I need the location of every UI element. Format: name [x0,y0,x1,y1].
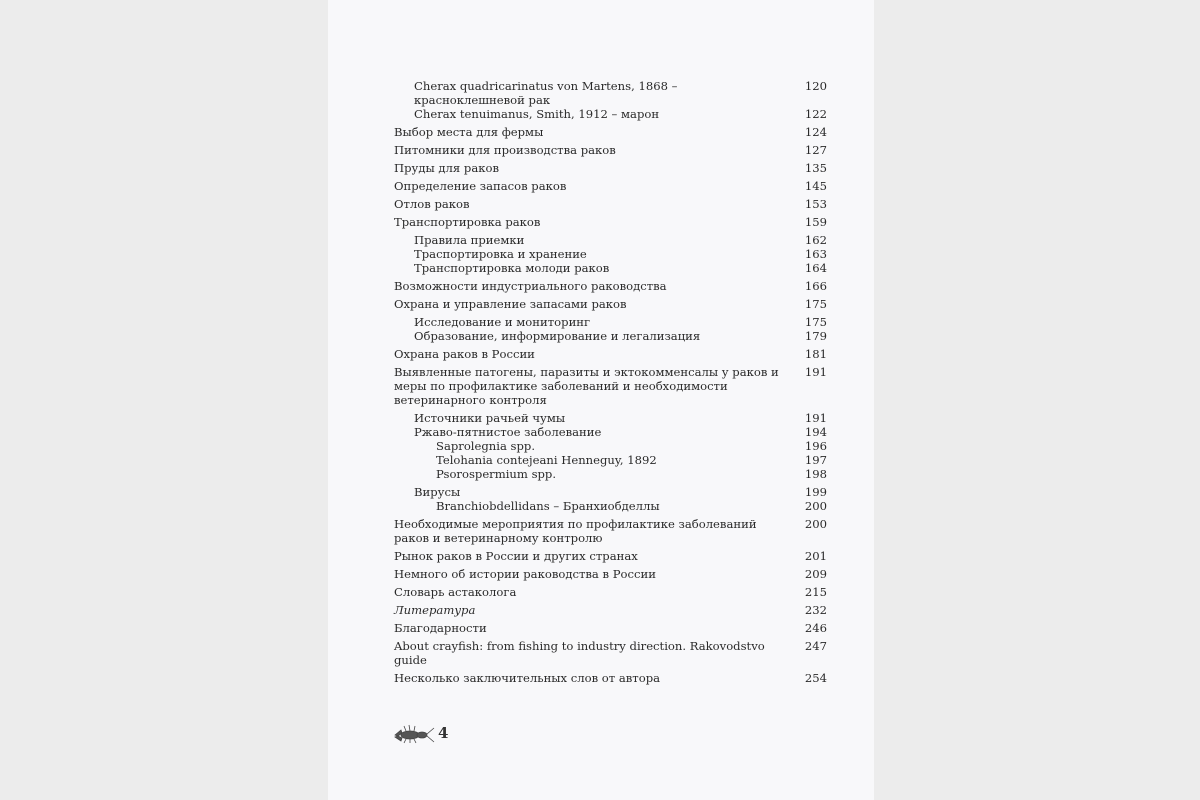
toc-entry-title: Необходимые мероприятия по профилактике заболеваний раков и ветеринарному контролю [394,517,757,545]
toc-entry [394,329,827,343]
toc-entry-page: 175 [804,315,827,329]
toc-entry [394,603,827,617]
toc-entry-title: Охрана раков в России [394,347,535,361]
toc-entry-page: 201 [804,549,827,563]
toc-entry-title: Немного об истории раководства в России [394,567,656,581]
toc-entry-page: 181 [804,347,827,361]
toc-entry [394,347,827,361]
toc-entry-page: 124 [804,125,827,139]
toc-entry [394,179,827,193]
toc-entry [394,125,827,139]
toc-entry-page: 175 [804,297,827,311]
toc-entry-page: 122 [804,107,827,121]
toc-entry [394,639,827,667]
toc-entry [394,567,827,581]
toc-entry-title: Выявленные патогены, паразиты и эктокомменсалы у раков и меры по профилактике заболеваний и необходимости ветеринарного контроля [394,365,779,407]
toc-entry [394,425,827,439]
toc-entry-page: 166 [804,279,827,293]
toc-entry-title: Траспортировка и хранение [414,247,587,261]
toc-entry-page: 145 [804,179,827,193]
toc-entry [394,161,827,175]
toc-entry-title: Образование, информирование и легализация [414,329,701,343]
toc-entry [394,365,827,407]
toc-entry [394,517,827,545]
toc-entry-title: Отлов раков [394,197,470,211]
toc-entry [394,215,827,229]
toc-entry-title: Несколько заключительных слов от автора [394,671,661,685]
toc-entry [394,143,827,157]
toc-entry-page: 127 [804,143,827,157]
toc-entry-page: 254 [804,671,827,685]
toc-entry [394,499,827,513]
toc-entry-page: 163 [804,247,827,261]
toc-entry-title: Благодарности [394,621,487,635]
toc-entry-page: 194 [804,425,827,439]
toc-entry [394,197,827,211]
toc-entry-title: Словарь астаколога [394,585,517,599]
toc-entry [394,233,827,247]
toc-entry-page: 232 [804,603,827,617]
toc-entry [394,585,827,599]
toc-entry-title: Пруды для раков [394,161,499,175]
toc-entry [394,439,827,453]
toc-entry-title: Рынок раков в России и других странах [394,549,638,563]
toc-entry-title: Правила приемки [414,233,525,247]
toc-entry [394,297,827,311]
toc-entry-page: 164 [804,261,827,275]
toc-entry-title: Cherax tenuimanus, Smith, 1912 – марон [414,107,660,121]
toc-entry-page: 162 [804,233,827,247]
toc-entry-title: Определение запасов раков [394,179,567,193]
toc-entry [394,467,827,481]
toc-entry-title: Psorospermium spp. [436,467,557,481]
toc-entry-page: 199 [804,485,827,499]
book-page [328,0,874,800]
toc-entry-title: About crayfish: from fishing to industry direction. Rakovodstvo guide [394,639,765,667]
toc-entry-page: 209 [804,567,827,581]
toc-entry-page: 179 [804,329,827,343]
toc-entry-title: Исследование и мониторинг [414,315,591,329]
toc-entry-page: 191 [804,411,827,425]
toc-entry-page: 191 [804,365,827,379]
toc-entry-page: 200 [804,517,827,531]
toc-entry-title: Branchiobdellidans – Бранхиобделлы [436,499,660,513]
toc-entry [394,279,827,293]
toc-entry [394,411,827,425]
toc-entry [394,315,827,329]
toc-entry-page: 153 [804,197,827,211]
toc-entry-page: 200 [804,499,827,513]
page-number: 4 [438,724,449,742]
toc-entry-page: 247 [804,639,827,653]
toc-entry [394,485,827,499]
toc-entry-title: Транспортировка молоди раков [414,261,610,275]
toc-entry-page: 196 [804,439,827,453]
toc-entry-title: Охрана и управление запасами раков [394,297,627,311]
toc-entry-page: 120 [804,79,827,93]
toc-entry-page: 197 [804,453,827,467]
toc-entry-title: Источники рачьей чумы [414,411,566,425]
toc-entry-page: 198 [804,467,827,481]
toc-entry [394,549,827,563]
toc-entry-title: Питомники для производства раков [394,143,616,157]
toc-entry-title: Telohania contejeani Henneguy, 1892 [436,453,657,467]
toc-entry-title: Возможности индустриального раководства [394,279,667,293]
toc-entry-page: 159 [804,215,827,229]
toc-entry-title: Транспортировка раков [394,215,541,229]
toc-entry [394,247,827,261]
page-footer [392,722,448,744]
toc-entry [394,671,827,685]
toc-entry [394,79,827,107]
crayfish-icon [392,722,436,744]
toc-entry-title: Saprolegnia spp. [436,439,536,453]
toc-entry-title: Cherax quadricarinatus von Martens, 1868 – красноклешневой рак [414,79,678,107]
toc-entry-title: Вирусы [414,485,461,499]
table-of-contents [394,79,827,685]
toc-entry-title: Ржаво-пятнистое заболевание [414,425,602,439]
toc-entry [394,621,827,635]
toc-entry [394,107,827,121]
toc-entry-page: 246 [804,621,827,635]
toc-entry-title: Выбор места для фермы [394,125,544,139]
toc-entry [394,261,827,275]
toc-entry-title: Литература [394,603,476,617]
toc-entry [394,453,827,467]
toc-entry-page: 135 [804,161,827,175]
toc-entry-page: 215 [804,585,827,599]
